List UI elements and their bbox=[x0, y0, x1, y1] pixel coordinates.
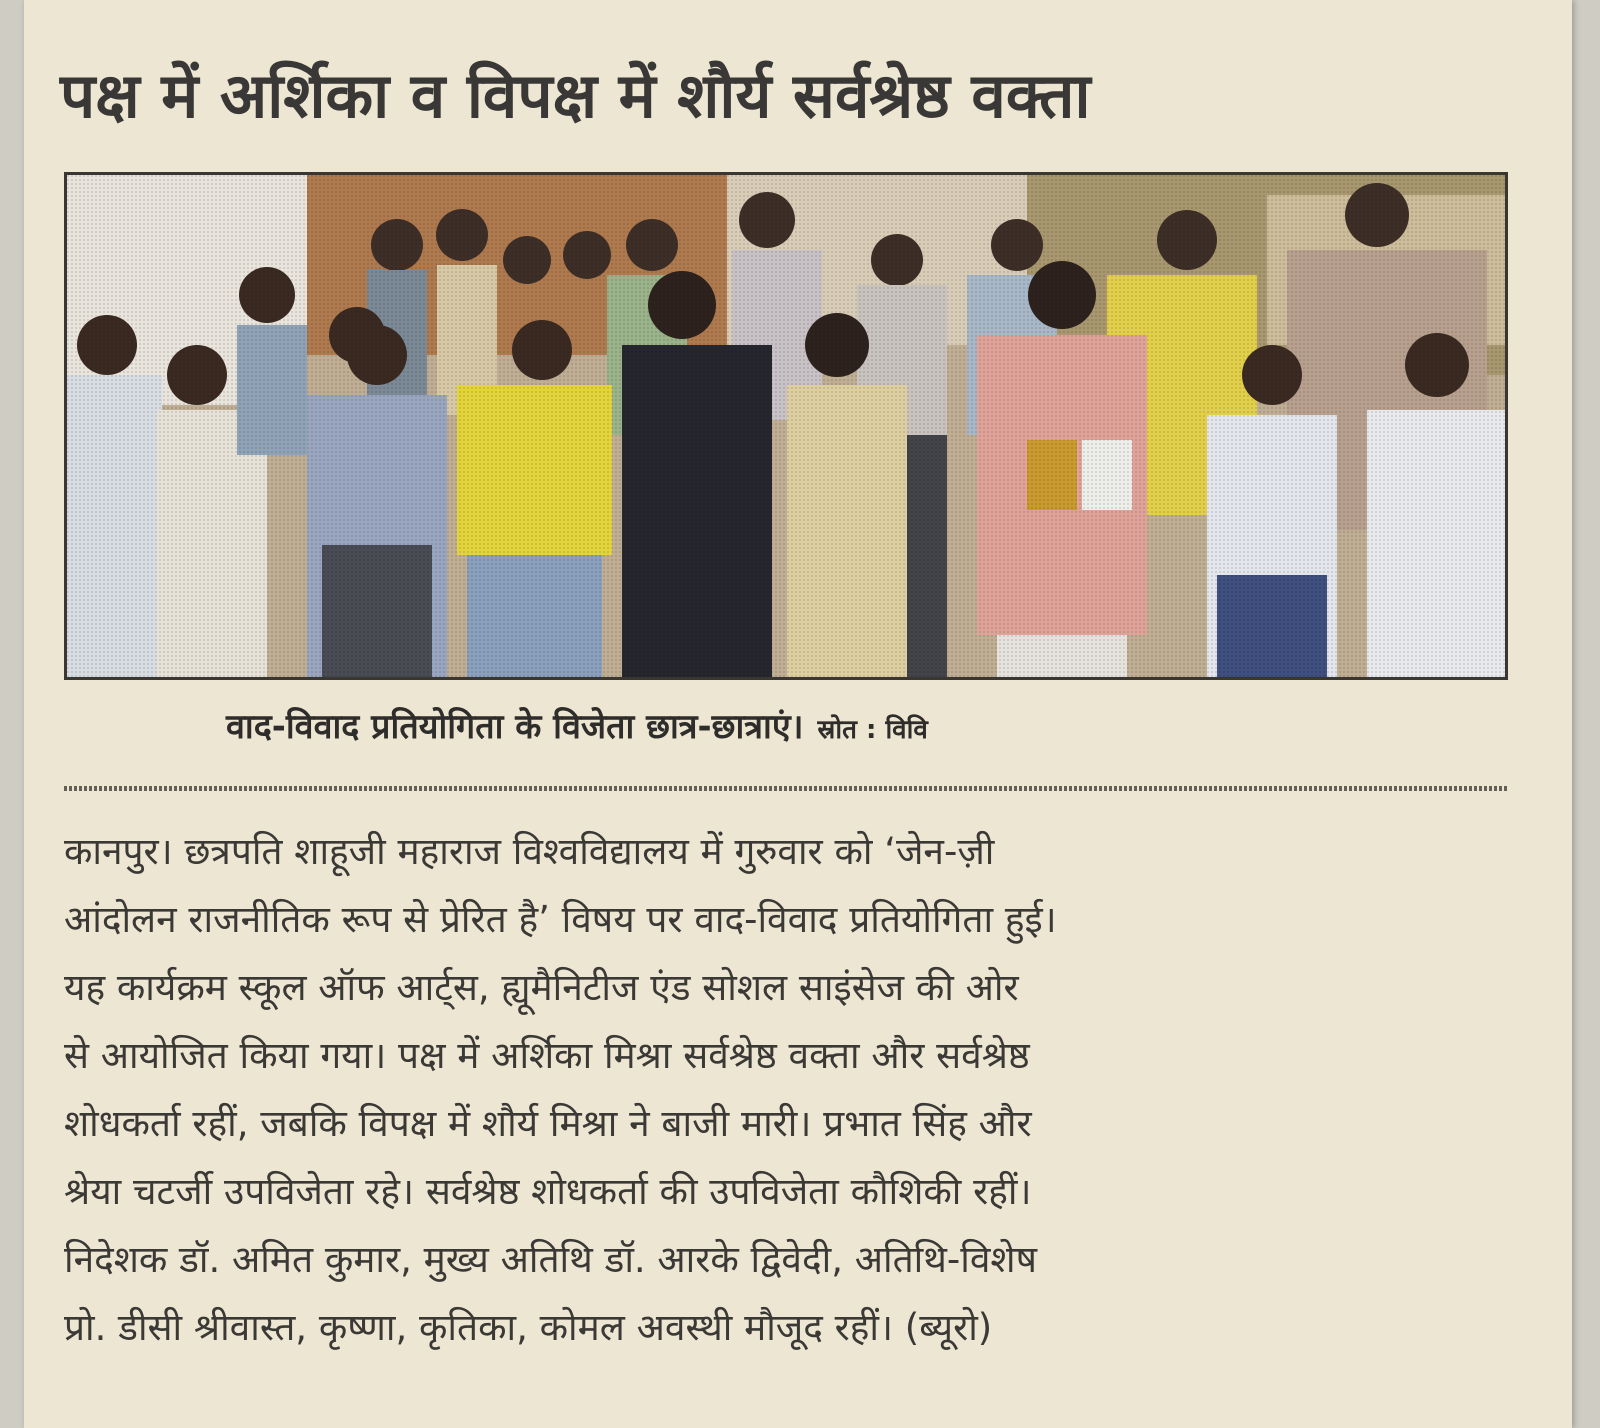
article-line: शोधकर्ता रहीं, जबकि विपक्ष में शौर्य मिश्रा ने बाजी मारी। प्रभात सिंह और bbox=[64, 1102, 1032, 1145]
article-line: श्रेया चटर्जी उपविजेता रहे। सर्वश्रेष्ठ शोधकर्ता की उपविजेता कौशिकी रहीं। bbox=[64, 1170, 1032, 1213]
photo-caption bbox=[226, 702, 1426, 748]
article-line: प्रो. डीसी श्रीवास्त, कृष्णा, कृतिका, कोमल अवस्थी मौजूद रहीं। (ब्यूरो) bbox=[64, 1306, 993, 1349]
group-photo bbox=[64, 172, 1508, 680]
article-line: कानपुर। छत्रपति शाहूजी महाराज विश्वविद्यालय में गुरुवार को ‘जेन-ज़ी bbox=[64, 830, 995, 873]
article-body bbox=[64, 818, 1514, 1362]
group-photo-image bbox=[67, 175, 1505, 677]
article-line: आंदोलन राजनीतिक रूप से प्रेरित है’ विषय पर वाद-विवाद प्रतियोगिता हुई। bbox=[64, 898, 1057, 941]
caption-text: वाद-विवाद प्रतियोगिता के विजेता छात्र-छात्राएं। bbox=[226, 707, 804, 747]
article-line: से आयोजित किया गया। पक्ष में अर्शिका मिश्रा सर्वश्रेष्ठ वक्ता और सर्वश्रेष्ठ bbox=[64, 1034, 1030, 1077]
article-line: यह कार्यक्रम स्कूल ऑफ आर्ट्स, ह्यूमैनिटीज एंड सोशल साइंसेज की ओर bbox=[64, 966, 1019, 1009]
headline: पक्ष में अर्शिका व विपक्ष में शौर्य सर्वश्रेष्ठ वक्ता bbox=[60, 59, 1091, 132]
caption-source: स्रोत : विवि bbox=[817, 715, 928, 745]
dotted-divider bbox=[64, 786, 1508, 791]
article-line: निदेशक डॉ. अमित कुमार, मुख्य अतिथि डॉ. आरके द्विवेदी, अतिथि-विशेष bbox=[64, 1238, 1037, 1281]
